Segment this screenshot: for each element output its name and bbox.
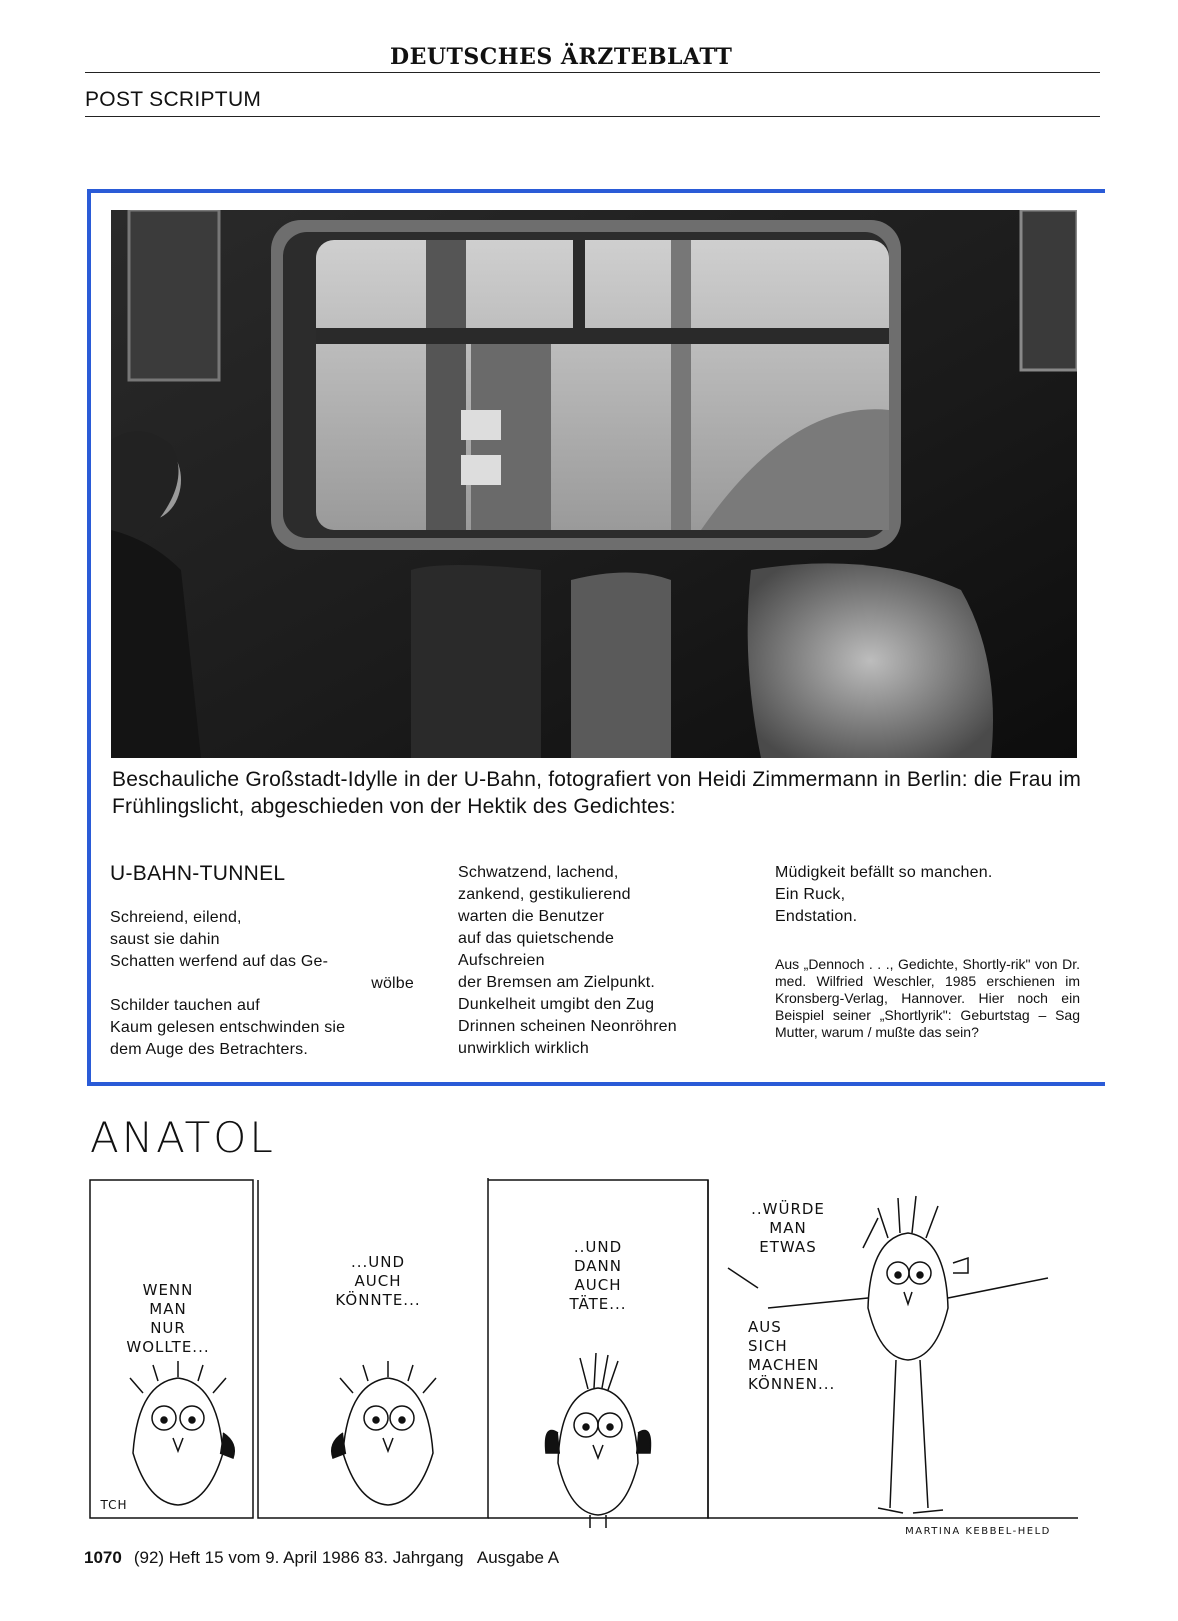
speech-line: KÖNNEN... bbox=[748, 1375, 836, 1393]
subway-photo-illustration bbox=[111, 210, 1077, 758]
masthead: DEUTSCHES ÄRZTEBLATT bbox=[390, 44, 733, 70]
issue-info: (92) Heft 15 vom 9. April 1986 83. Jahrgang Ausgabe A bbox=[133, 1548, 560, 1567]
poem-line: warten die Benutzer bbox=[458, 908, 605, 925]
poem-line: Drinnen scheinen Neonröhren bbox=[458, 1018, 677, 1035]
panel-2-speech bbox=[313, 1253, 443, 1310]
speech-line: WENN bbox=[142, 1281, 194, 1299]
artist-credit: MARTINA KEBBEL-HELD bbox=[905, 1526, 1051, 1537]
speech-line: ..WÜRDE bbox=[751, 1200, 825, 1218]
photo-caption: Beschauliche Großstadt-Idylle in der U-Bahn, fotografiert von Heidi Zimmermann in Berlin: die Frau im Frühlingslicht, abgeschieden von der Hektik des Gedichtes: bbox=[112, 768, 1082, 818]
poem-line: auf das quietschende bbox=[458, 930, 615, 947]
poem-line: Kaum gelesen entschwinden sie bbox=[110, 1019, 346, 1036]
speech-line: DANN bbox=[574, 1257, 622, 1275]
poem-line: Dunkelheit umgibt den Zug bbox=[458, 996, 655, 1013]
comic-strip bbox=[88, 1178, 1098, 1537]
poem-column-1 bbox=[110, 907, 414, 1061]
poem-line: wölbe bbox=[371, 975, 414, 992]
poem-line: Schilder tauchen auf bbox=[110, 997, 260, 1014]
poem-line: saust sie dahin bbox=[110, 931, 220, 948]
comic-panels-drawing bbox=[88, 1178, 1098, 1528]
poem-line: Aufschreien bbox=[458, 952, 545, 969]
header-rule-top bbox=[85, 72, 1100, 73]
speech-line: ...UND bbox=[350, 1253, 406, 1271]
speech-line: AUS bbox=[748, 1318, 782, 1336]
poem-line: Schwatzend, lachend, bbox=[458, 864, 619, 881]
poem-line: Endstation. bbox=[775, 908, 858, 925]
subway-photo bbox=[111, 210, 1077, 758]
speech-line: WOLLTE... bbox=[126, 1338, 210, 1356]
speech-line: SICH bbox=[748, 1337, 788, 1355]
panel-3-speech bbox=[543, 1238, 653, 1314]
speech-line: NUR bbox=[150, 1319, 186, 1337]
speech-line: MAN bbox=[149, 1300, 187, 1318]
poem-title: U-BAHN-TUNNEL bbox=[110, 862, 286, 885]
speech-line: TÄTE... bbox=[569, 1295, 627, 1313]
speech-line: KÖNNTE... bbox=[335, 1291, 421, 1309]
speech-line: MAN bbox=[769, 1219, 807, 1237]
poem-column-2 bbox=[458, 862, 748, 1060]
poem-source-note: Aus „Dennoch . . ., Gedichte, Shortly-rik" von Dr. med. Wilfried Weschler, 1985 erschienen im Kronsberg-Verlag, Hannover. Hier noch ein Beispiel seiner „Shortlyrik": Geburtstag – Sag Mutter, warum / mußte das sein? bbox=[775, 956, 1080, 1040]
speech-line: ..UND bbox=[573, 1238, 623, 1256]
page-number: 1070 bbox=[84, 1548, 122, 1567]
poem-line: Schatten werfend auf das Ge- bbox=[110, 953, 329, 970]
poem-line: zankend, gestikulierend bbox=[458, 886, 631, 903]
panel-1-speech bbox=[113, 1281, 223, 1357]
speech-line: AUCH bbox=[574, 1276, 622, 1294]
poem-line: unwirklich wirklich bbox=[458, 1040, 589, 1057]
poem-line: der Bremsen am Zielpunkt. bbox=[458, 974, 656, 991]
header-rule-bottom bbox=[85, 116, 1100, 117]
poem-line: Ein Ruck, bbox=[775, 886, 846, 903]
poem-column-3 bbox=[775, 862, 1075, 928]
poem-line: Schreiend, eilend, bbox=[110, 909, 242, 926]
section-title: POST SCRIPTUM bbox=[85, 88, 262, 111]
comic-title: ANATOL bbox=[90, 1113, 276, 1162]
panel-4-speech-bottom bbox=[748, 1318, 858, 1394]
poem-line: Müdigkeit befällt so manchen. bbox=[775, 864, 993, 881]
speech-line: ETWAS bbox=[759, 1238, 817, 1256]
panel-4-speech-top bbox=[723, 1200, 853, 1257]
speech-line: AUCH bbox=[354, 1272, 402, 1290]
signature-mark: TCH bbox=[100, 1498, 128, 1512]
page-footer bbox=[84, 1548, 559, 1568]
speech-line: MACHEN bbox=[748, 1356, 820, 1374]
poem-line: dem Auge des Betrachters. bbox=[110, 1041, 308, 1058]
